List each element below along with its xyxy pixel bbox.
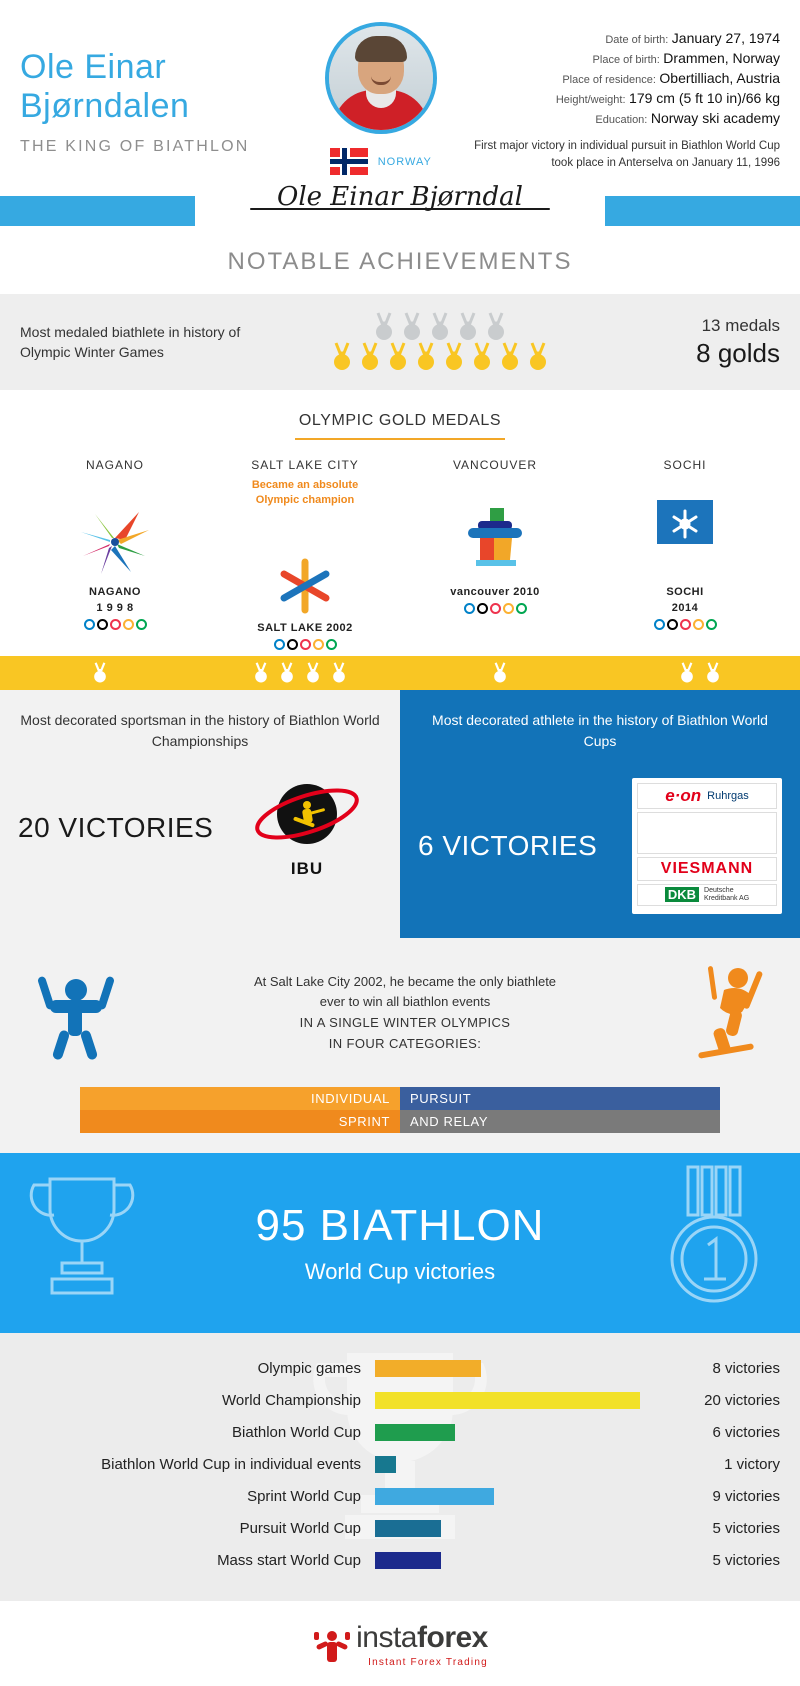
chart-label: Sprint World Cup [247, 1488, 361, 1506]
chart-value: 9 victories [712, 1488, 780, 1506]
game-sochi [590, 458, 780, 650]
page-title [20, 48, 299, 126]
silver-medal-icon [401, 312, 423, 342]
silver-medal-icon [457, 312, 479, 342]
dkb-label: DKB [665, 887, 699, 902]
chart-row [20, 1449, 780, 1481]
eon-label: e·on [665, 785, 702, 805]
fact-row [463, 70, 780, 86]
victories-section [0, 690, 800, 938]
viessmann-logo [637, 857, 777, 881]
chart-bar-track [375, 1360, 640, 1377]
olympic-gold-section [0, 390, 800, 690]
category-relay: AND RELAY [400, 1110, 720, 1133]
silver-medal-icon [429, 312, 451, 342]
chart-row [20, 1513, 780, 1545]
fact-row [463, 30, 780, 46]
medal-totals [590, 316, 780, 369]
avatar [325, 22, 437, 134]
chart-label: Biathlon World Cup in individual events [101, 1456, 361, 1474]
vancouver-logo-icon [400, 478, 590, 582]
chart-bar-track [375, 1488, 640, 1505]
blue-bar-left [0, 196, 195, 226]
signature-text: Ole Einar Bjørndal [277, 182, 523, 212]
chart-bar [375, 1456, 396, 1473]
salt-line-3: IN A SINGLE WINTER OLYMPICS [299, 1015, 511, 1031]
fact-label: Height/weight: [555, 94, 626, 106]
category-pursuit: PURSUIT [400, 1087, 720, 1110]
avatar-hair [355, 36, 407, 62]
gold-medal-icon [443, 342, 465, 372]
gold-medal-icon [471, 342, 493, 372]
category-right [400, 1087, 720, 1133]
olympic-rings-icon [400, 603, 590, 614]
salt-lake-text [190, 972, 620, 1055]
world-cups-row [418, 778, 782, 914]
chart-value: 5 victories [712, 1520, 780, 1538]
instaforex-logo-icon [312, 1627, 346, 1661]
brand-bold: forex [417, 1620, 488, 1654]
chart-bar-track [375, 1392, 640, 1409]
signature-band [0, 182, 800, 226]
silver-medal-icon [373, 312, 395, 342]
chart-bar-track [375, 1424, 640, 1441]
dkb-logo [637, 884, 777, 906]
gold-count-bar [0, 656, 800, 690]
fact-label: Place of birth: [592, 54, 660, 66]
gold-seg-sochi [600, 661, 800, 685]
first-name: Ole Einar [20, 48, 167, 86]
world-cup-banner [0, 1153, 800, 1333]
chart-bar-track [375, 1456, 640, 1473]
salt-line-2: ever to win all biathlon events [319, 994, 491, 1010]
chart-label: Pursuit World Cup [239, 1520, 361, 1538]
gold-seg-vancouver [400, 661, 600, 685]
hero-left [20, 18, 299, 156]
category-left [80, 1087, 400, 1133]
game-logo-label: SALT LAKE 2002 [257, 621, 353, 634]
eon-logo [637, 783, 777, 809]
game-name: SALT LAKE CITY [251, 458, 359, 472]
fact-value: Obertilliach, Austria [659, 70, 780, 86]
gold-medal-row [310, 342, 570, 372]
brand-name [356, 1621, 488, 1655]
first-victory-note: First major victory in individual pursuit in Biathlon World Cup took place in Anterselva on January 11, 1996 [474, 140, 780, 169]
fact-row [463, 90, 780, 106]
ibu-logo-icon [237, 778, 377, 852]
olympic-rings-icon [590, 619, 780, 630]
game-logo-label: vancouver 2010 [450, 586, 540, 598]
chart-label: Olympic games [257, 1360, 361, 1378]
chart-bar [375, 1424, 455, 1441]
game-nagano [20, 458, 210, 650]
viessmann-label: VIESMANN [660, 859, 754, 877]
banner-subline: World Cup victories [304, 1258, 496, 1284]
chart-label: Mass start World Cup [217, 1552, 361, 1570]
header [0, 0, 800, 196]
chart-bar [375, 1520, 441, 1537]
fact-value: January 27, 1974 [671, 30, 780, 46]
signature [230, 182, 570, 210]
eon-sub-label: IBU WORLD CUP BIATHLON [637, 812, 777, 854]
gold-medal-icon [359, 342, 381, 372]
salt-lake-section [0, 938, 800, 1153]
category-sprint: SPRINT [80, 1110, 400, 1133]
chart-label: World Championship [222, 1392, 361, 1410]
ruhrgas-label: Ruhrgas [707, 789, 749, 802]
fact-value: Drammen, Norway [663, 50, 780, 66]
last-name: Bjørndalen [20, 87, 190, 126]
olympic-rings-icon [210, 639, 400, 650]
game-name: NAGANO [85, 458, 144, 472]
chart-row [20, 1385, 780, 1417]
world-championships-heading: Most decorated sportsman in the history of Biathlon World Championships [20, 711, 380, 749]
gold-seg-nagano [0, 661, 200, 685]
chart-value: 5 victories [712, 1552, 780, 1570]
blue-bar-right [605, 196, 800, 226]
games-row [0, 440, 800, 656]
trophy-outline-icon [22, 1167, 142, 1322]
victories-chart [0, 1333, 800, 1601]
chart-bar-track [375, 1552, 640, 1569]
banner-headline: 95 BIATHLON [255, 1200, 545, 1250]
categories-row [20, 1087, 780, 1133]
chart-bar [375, 1552, 441, 1569]
ibu-label: IBU [290, 858, 324, 878]
world-cups-block [400, 690, 800, 938]
medals-description: Most medaled biathlete in history of Olympic Winter Games [20, 323, 241, 360]
world-championships-row [18, 778, 382, 879]
gold-medal-icon [415, 342, 437, 372]
total-golds: 8 golds [696, 337, 780, 368]
salt-lake-logo-icon [210, 514, 400, 618]
hero-center [299, 18, 463, 175]
chart-label: Biathlon World Cup [232, 1424, 361, 1442]
chart-value: 1 victory [724, 1456, 780, 1474]
game-vancouver [400, 458, 590, 650]
game-logo-label: SOCHI [666, 586, 704, 598]
total-medals: 13 medals [701, 315, 780, 335]
silver-medal-icon [485, 312, 507, 342]
footer [0, 1601, 800, 1686]
sochi-logo-icon [590, 478, 780, 582]
game-logo-year: 1 9 9 8 [96, 602, 134, 614]
gold-medal-icon [387, 342, 409, 372]
fact-value: 179 cm (5 ft 10 in)/66 kg [629, 90, 780, 106]
chart-row [20, 1545, 780, 1577]
brand-tagline: Instant Forex Trading [368, 1656, 488, 1668]
salt-line-1: At Salt Lake City 2002, he became the only biathlete [253, 973, 557, 989]
instaforex-wordmark [356, 1621, 488, 1668]
game-salt-lake-city [210, 458, 400, 650]
chart-bar [375, 1488, 494, 1505]
nagano-logo-icon [20, 478, 210, 582]
gold-medal-icon [527, 342, 549, 372]
tagline: THE KING OF BIATHLON [20, 138, 250, 156]
skier-orange-icon [680, 956, 780, 1071]
world-championships-count: 20 VICTORIES [18, 812, 214, 844]
game-logo-label: NAGANO [89, 586, 141, 598]
world-cups-count: 6 VICTORIES [418, 829, 598, 861]
chart-bar [375, 1392, 640, 1409]
fact-label: Education: [595, 114, 648, 126]
gold-seg-salt-lake [200, 661, 400, 685]
chart-row [20, 1353, 780, 1385]
chart-bar [375, 1360, 481, 1377]
medal-cluster [310, 312, 570, 372]
fact-label: Date of birth: [605, 34, 669, 46]
chart-row [20, 1417, 780, 1449]
chart-value: 20 victories [704, 1392, 780, 1410]
chart-bar-track [375, 1520, 640, 1537]
olympic-rings-icon [20, 619, 210, 630]
game-name: SOCHI [663, 458, 707, 472]
chart-value: 6 victories [712, 1424, 780, 1442]
country-label: NORWAY [377, 155, 432, 168]
norway-flag-icon [330, 148, 368, 175]
game-note: Became an absolute Olympic champion [251, 479, 359, 506]
salt-line-4: IN FOUR CATEGORIES: [328, 1036, 482, 1052]
fact-value: Norway ski academy [650, 110, 780, 126]
country-row [330, 148, 432, 175]
game-name: VANCOUVER [452, 458, 538, 472]
fact-label: Place of residence: [562, 74, 656, 86]
salt-lake-top [20, 956, 780, 1071]
medals-band [0, 294, 800, 390]
fact-row [463, 50, 780, 66]
chart-value: 8 victories [712, 1360, 780, 1378]
game-logo-year: 2014 [671, 602, 699, 614]
category-individual: INDIVIDUAL [80, 1087, 400, 1110]
gold-medal-outline-icon [654, 1163, 774, 1318]
brand-light: insta [356, 1620, 417, 1654]
silver-medal-row [310, 312, 570, 342]
achievements-title: NOTABLE ACHIEVEMENTS [0, 226, 800, 294]
bio-facts [463, 18, 780, 171]
dkb-sub-label: Deutsche Kreditbank AG [704, 886, 750, 902]
world-cups-heading: Most decorated athlete in the history of Biathlon World Cups [432, 711, 768, 749]
fact-row [463, 110, 780, 126]
gold-medal-icon [499, 342, 521, 372]
olympic-gold-title: OLYMPIC GOLD MEDALS [298, 412, 502, 429]
world-championships-block [0, 690, 400, 938]
chart-row [20, 1481, 780, 1513]
ibu-logo [232, 778, 382, 879]
biathlete-blue-icon [20, 956, 130, 1071]
gold-medal-icon [331, 342, 353, 372]
sponsor-logos [632, 778, 782, 914]
